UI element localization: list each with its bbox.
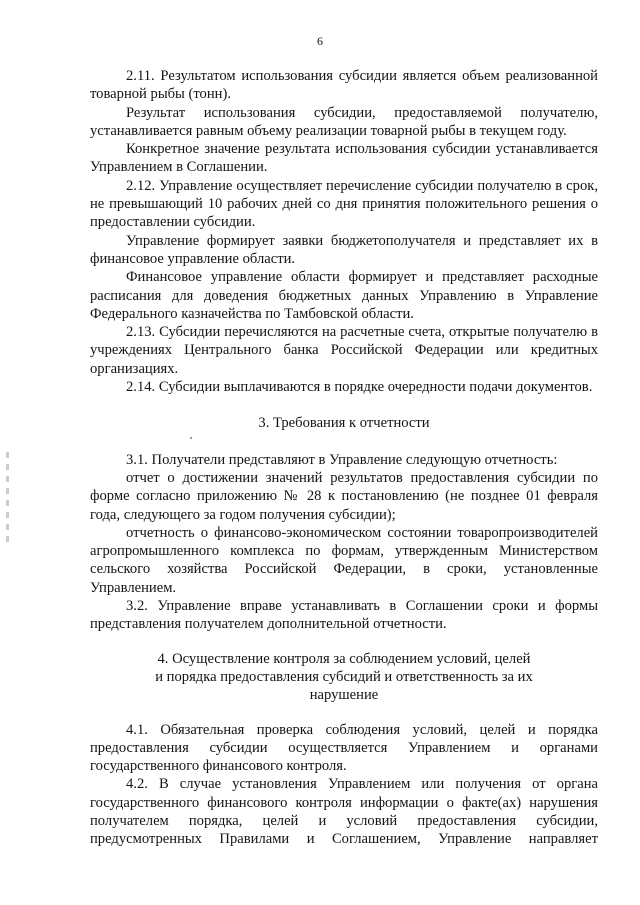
section-3-heading: 3. Требования к отчетности xyxy=(258,415,430,432)
section-4-heading-line-3: нарушение xyxy=(309,687,379,704)
paragraph-report-financial: отчетность о финансово-экономическом состоянии товаропроизводителей агропромышленного комплекса по формам, утвержденным Министерством сельского хозяйства Российской Федерации, в сроки, установленные Управлением. xyxy=(90,524,598,596)
section-4-heading-line-2: и порядка предоставления субсидий и ответственность за их xyxy=(155,668,533,685)
scan-margin-mark xyxy=(6,452,9,542)
paragraph-specific-value: Конкретное значение результата использования субсидии устанавливается Управлением в Соглашении. xyxy=(90,141,598,176)
paragraph-4-1: 4.1. Обязательная проверка соблюдения условий, целей и порядка предоставления субсидии осуществляется Управлением и органами государственного финансового контроля. xyxy=(90,721,598,775)
paragraph-2-13: 2.13. Субсидии перечисляются на расчетные счета, открытые получателю в учреждениях Центрального банка Российской Федерации или кредитных организациях. xyxy=(90,324,598,377)
paragraph-financial-dept: Финансовое управление области формирует и представляет расходные расписания для доведения бюджетных данных Управлению в Управление Федерального казначейства по Тамбовской области. xyxy=(90,269,598,322)
paragraph-result: Результат использования субсидии, предоставляемой получателю, устанавливается равным объему реализации товарной рыбы в текущем году. xyxy=(90,104,598,139)
paragraph-2-11: 2.11. Результатом использования субсидии является объем реализованной товарной рыбы (тонн). xyxy=(90,68,598,103)
document-body xyxy=(90,67,598,849)
paragraph-report-results: отчет о достижении значений результатов предоставления субсидии по форме согласно приложению № 28 к постановлению (не позднее 01 февраля года, следующего за годом получения субсидии); xyxy=(90,469,598,523)
paragraph-4-2: 4.2. В случае установления Управлением или получения от органа государственного финансового контроля информации о факте(ах) нарушения получателем порядка, целей и условий предоставления субсидии, предусмотренных Правилами и Соглашением, Управление направляет xyxy=(90,776,598,848)
paragraph-2-12: 2.12. Управление осуществляет перечисление субсидии получателю в срок, не превышающий 10 рабочих дней со дня принятия положительного решения о предоставлении субсидии. xyxy=(90,177,598,231)
paragraph-3-1: 3.1. Получатели представляют в Управление следующую отчетность: xyxy=(126,451,558,468)
section-4-heading-line-1: 4. Осуществление контроля за соблюдением условий, целей xyxy=(157,650,531,667)
paragraph-2-14: 2.14. Субсидии выплачиваются в порядке очередности подачи документов. xyxy=(126,379,593,396)
paragraph-requests: Управление формирует заявки бюджетополучателя и представляет их в финансовое управление области. xyxy=(90,232,598,267)
page-number: 6 xyxy=(317,34,323,48)
paragraph-3-2: 3.2. Управление вправе устанавливать в Соглашении сроки и формы представления получателем дополнительной отчетности. xyxy=(90,598,598,633)
